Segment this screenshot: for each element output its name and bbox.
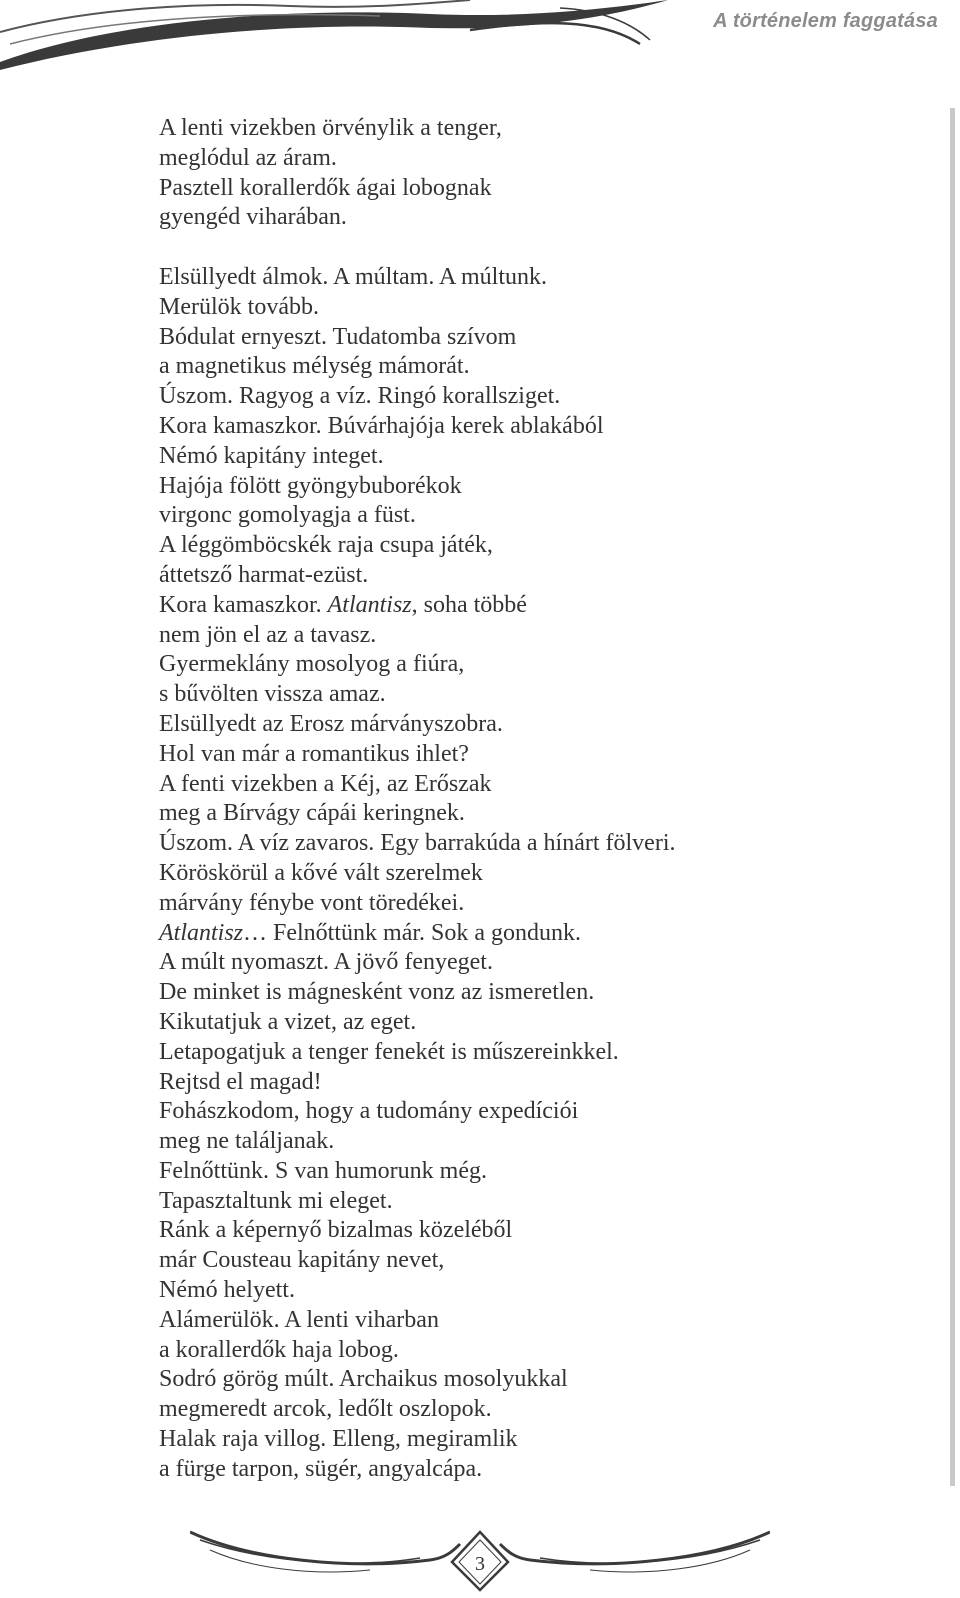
poem-line: Halak raja villog. Elleng, megiramlik	[159, 1426, 518, 1453]
poem-line: a magnetikus mélység mámorát.	[159, 353, 470, 380]
poem-line: meg ne találjanak.	[159, 1128, 335, 1155]
poem-line: Rejtsd el magad!	[159, 1068, 322, 1095]
poem-line: márvány fénybe vont töredékei.	[159, 889, 465, 916]
poem-line: s bűvölten vissza amaz.	[159, 681, 386, 708]
poem-line: Bódulat ernyeszt. Tudatomba szívom	[159, 323, 517, 350]
poem-line: A fenti vizekben a Kéj, az Erőszak	[159, 770, 492, 797]
poem-line: Tapasztaltunk mi eleget.	[159, 1187, 393, 1214]
italic-name: Atlantisz	[327, 591, 412, 618]
poem-line: Kora kamaszkor. Búvárhajója kerek ablakából	[159, 412, 604, 439]
poem-line: megmeredt arcok, ledőlt oszlopok.	[159, 1396, 492, 1423]
poem-line: Köröskörül a kővé vált szerelmek	[159, 859, 483, 886]
poem-line: meg a Bírvágy cápái keringnek.	[159, 800, 465, 827]
line-text: Kora kamaszkor.	[159, 591, 328, 618]
poem-line: Elsüllyedt az Erosz márványszobra.	[159, 710, 503, 737]
poem-line: Hajója fölött gyöngybuborékok	[159, 472, 462, 499]
poem-line	[159, 591, 676, 621]
poem-line: Merülök tovább.	[159, 293, 319, 320]
poem-line: Úszom. A víz zavaros. Egy barrakúda a hínárt fölveri.	[159, 830, 676, 857]
poem-line: A léggömböcskék raja csupa játék,	[159, 532, 493, 559]
poem-line: virgonc gomolyagja a füst.	[159, 502, 416, 529]
poem-line: a korallerdők haja lobog.	[159, 1336, 399, 1363]
italic-name: Atlantisz	[159, 919, 244, 946]
poem-line: Pasztell korallerdők ágai lobognak	[159, 174, 492, 201]
poem-line: Némó kapitány integet.	[159, 442, 384, 469]
poem-line: Gyermeklány mosolyog a fiúra,	[159, 651, 465, 678]
poem-line: Elsüllyedt álmok. A múltam. A múltunk.	[159, 263, 548, 290]
poem-line: gyengéd viharában.	[159, 204, 347, 231]
line-text: … Felnőttünk már. Sok a gondunk.	[243, 919, 582, 946]
poem-line: Letapogatjuk a tenger fenekét is műszereinkkel.	[159, 1038, 619, 1065]
poem-line: De minket is mágnesként vonz az ismeretlen.	[159, 979, 595, 1006]
poem-line: Úszom. Ragyog a víz. Ringó korallsziget.	[159, 383, 561, 410]
header-swoosh-ornament	[0, 0, 680, 72]
poem-line: Ránk a képernyő bizalmas közeléből	[159, 1217, 513, 1244]
poem-line	[159, 919, 676, 949]
running-head: A történelem faggatása	[713, 10, 938, 32]
poem-body	[159, 114, 676, 1485]
poem-line: Kikutatjuk a vizet, az eget.	[159, 1008, 417, 1035]
poem-line: Fohászkodom, hogy a tudomány expedíciói	[159, 1098, 579, 1125]
poem-line: Sodró görög múlt. Archaikus mosolyukkal	[159, 1366, 568, 1393]
poem-line: Hol van már a romantikus ihlet?	[159, 740, 469, 767]
poem-line: Némó helyett.	[159, 1277, 295, 1304]
poem-line: nem jön el az a tavasz.	[159, 621, 377, 648]
poem-line: áttetsző harmat-ezüst.	[159, 561, 369, 588]
poem-line: a fürge tarpon, sügér, angyalcápa.	[159, 1455, 483, 1482]
line-text: , soha többé	[411, 591, 527, 618]
poem-line: A lenti vizekben örvénylik a tenger,	[159, 115, 502, 141]
poem-line: Alámerülök. A lenti viharban	[159, 1306, 439, 1333]
poem-line: A múlt nyomaszt. A jövő fenyeget.	[159, 949, 493, 976]
poem-line: meglódul az áram.	[159, 144, 337, 171]
poem-line	[159, 233, 676, 263]
poem-line: már Cousteau kapitány nevet,	[159, 1247, 445, 1274]
poem-line: Felnőttünk. S van humorunk még.	[159, 1157, 487, 1184]
page-number: 3	[475, 1553, 485, 1575]
side-rule	[950, 108, 955, 1486]
